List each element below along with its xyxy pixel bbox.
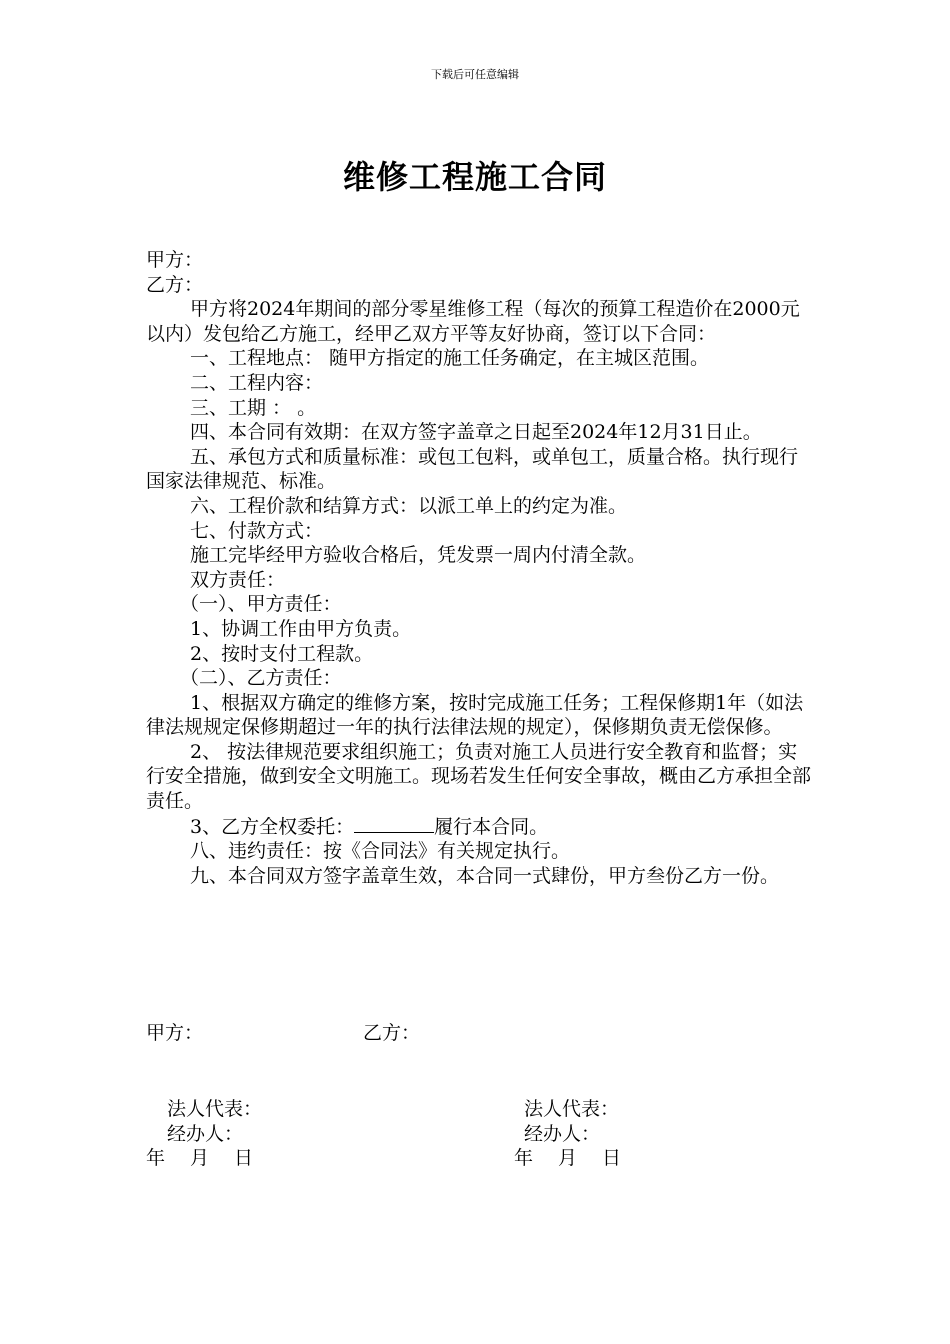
party-a-duty-2: 2、按时支付工程款。: [190, 642, 374, 665]
clause-9: 九、本合同双方签字盖章生效，本合同一式肆份，甲方叁份乙方一份。: [190, 864, 780, 887]
party-a-line: 甲方：: [146, 249, 204, 271]
date-month-a: 月: [190, 1147, 210, 1169]
signature-party-b: 乙方：: [363, 1022, 421, 1044]
duty-3-prefix: 3、乙方全权委托：: [190, 815, 355, 838]
clause-2: 二、工程内容：: [190, 371, 324, 394]
signature-party-a: 甲方：: [146, 1022, 204, 1044]
contract-body: [146, 248, 812, 888]
clause-5: 五、承包方式和质量标准：或包工包料，或单包工，质量合格。执行现行国家法律规范、标准。: [146, 445, 799, 493]
delegate-blank-line: [354, 814, 434, 833]
duty-3-suffix: 履行本合同。: [434, 815, 549, 838]
handler-a: 经办人：: [167, 1123, 244, 1145]
party-b-line: 乙方：: [146, 273, 204, 296]
contract-title: 维修工程施工合同: [342, 158, 607, 196]
legal-rep-b: 法人代表：: [524, 1098, 620, 1120]
party-b-duty-2: 2、 按法律规范要求组织施工；负责对施工人员进行安全教育和监督；实行安全措施，做到安全文明施工。现场若发生任何安全事故，概由乙方承担全部责任。: [146, 740, 812, 813]
party-b-duty-1: 1、根据双方确定的维修方案，按时完成施工任务；工程保修期1年（如法律法规规定保修期超过一年的执行法律法规的规定），保修期负责无偿保修。: [146, 691, 804, 739]
date-day-b: 日: [602, 1147, 622, 1169]
clause-6: 六、工程价款和结算方式：以派工单上的约定为准。: [190, 494, 628, 517]
legal-rep-a: 法人代表：: [167, 1098, 263, 1120]
clause-4: 四、本合同有效期：在双方签字盖章之日起至2024年12月31日止。: [190, 421, 762, 444]
date-line-a: [146, 1146, 253, 1171]
clause-7-detail: 施工完毕经甲方验收合格后，凭发票一周内付清全款。: [190, 544, 647, 567]
handler-b: 经办人：: [524, 1123, 601, 1145]
clause-1: 一、工程地点： 随甲方指定的施工任务确定，在主城区范围。: [190, 347, 710, 370]
party-b-duties-title: （二）、乙方责任：: [180, 667, 342, 690]
party-b-duty-3: [146, 814, 812, 840]
date-line-b: [514, 1146, 621, 1171]
party-a-duty-1: 1、协调工作由甲方负责。: [190, 617, 412, 640]
date-day-a: 日: [234, 1147, 254, 1169]
intro-paragraph: 甲方将2024年期间的部分零星维修工程（每次的预算工程造价在2000元以内）发包给乙方施工，经甲乙双方平等友好协商，签订以下合同：: [146, 298, 800, 345]
duties-heading: 双方责任：: [190, 568, 286, 591]
clause-8: 八、违约责任：按《合同法》有关规定执行。: [190, 840, 571, 863]
clause-3: 三、工期 ： 。: [190, 396, 317, 419]
date-year-a: 年: [146, 1147, 166, 1169]
header-note: 下载后可任意编辑: [431, 68, 519, 81]
date-month-b: 月: [558, 1147, 578, 1169]
date-year-b: 年: [514, 1147, 534, 1169]
party-a-duties-title: （一）、甲方责任：: [180, 593, 342, 616]
clause-7: 七、付款方式：: [190, 519, 324, 542]
